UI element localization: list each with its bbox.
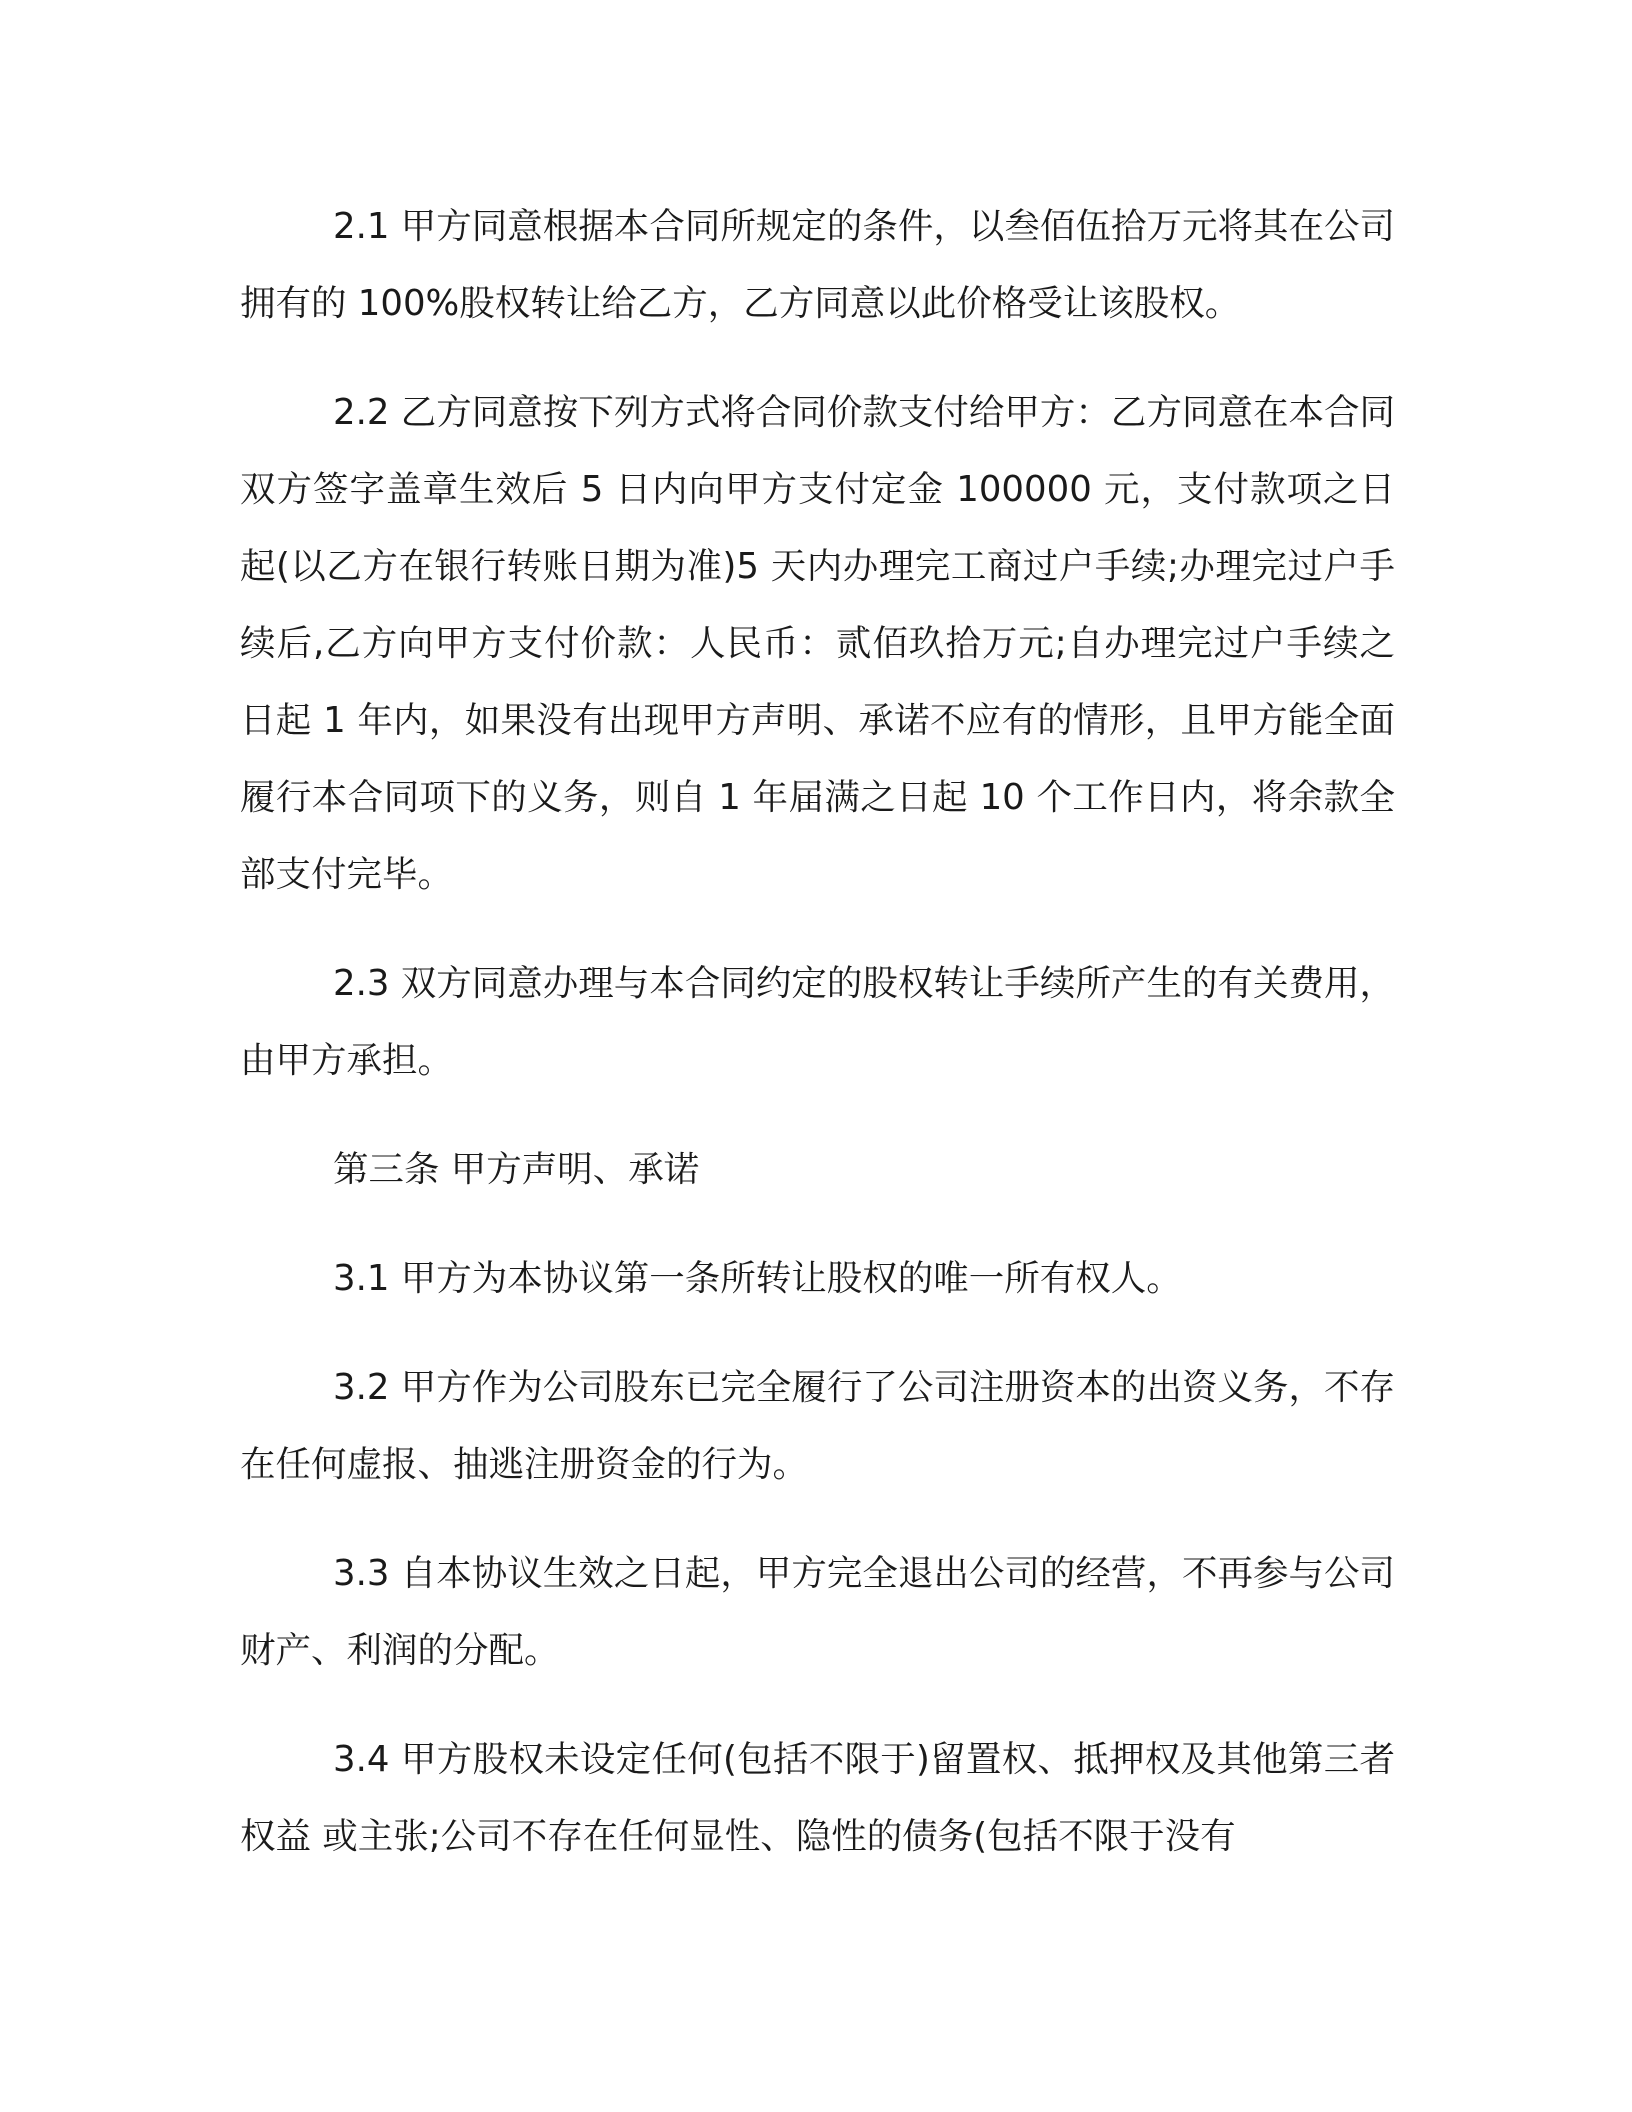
- document-page: [240, 188, 1395, 1907]
- clause-3-2: 3.2 甲方作为公司股东已完全履行了公司注册资本的出资义务，不存在任何虚报、抽逃注册资金的行为。: [240, 1367, 1395, 1485]
- clause-2-2: 2.2 乙方同意按下列方式将合同价款支付给甲方：乙方同意在本合同双方签字盖章生效后 5 日内向甲方支付定金 100000 元，支付款项之日起(以乙方在银行转账日期为准)5 天内办理完工商过户手续;办理完过户手续后,乙方向甲方支付价款：人民币：贰佰玖拾万元;自办理完过户手续之日起 1 年内，如果没有出现甲方声明、承诺不应有的情形，且甲方能全面履行本合同项下的义务，则自 1 年届满之日起 10 个工作日内，将余款全部支付完毕。: [240, 392, 1395, 895]
- clause-2-3: 2.3 双方同意办理与本合同约定的股权转让手续所产生的有关费用，由甲方承担。: [240, 963, 1395, 1081]
- clause-3-1: 3.1 甲方为本协议第一条所转让股权的唯一所有权人。: [333, 1258, 1182, 1299]
- article-3-heading: 第三条 甲方声明、承诺: [333, 1149, 700, 1190]
- clause-2-1: 2.1 甲方同意根据本合同所规定的条件，以叁佰伍拾万元将其在公司拥有的 100%股权转让给乙方，乙方同意以此价格受让该股权。: [240, 206, 1395, 324]
- clause-3-4: 3.4 甲方股权未设定任何(包括不限于)留置权、抵押权及其他第三者权益 或主张;公司不存在任何显性、隐性的债务(包括不限于没有: [240, 1739, 1395, 1857]
- clause-3-3: 3.3 自本协议生效之日起，甲方完全退出公司的经营，不再参与公司财产、利润的分配。: [240, 1553, 1395, 1671]
